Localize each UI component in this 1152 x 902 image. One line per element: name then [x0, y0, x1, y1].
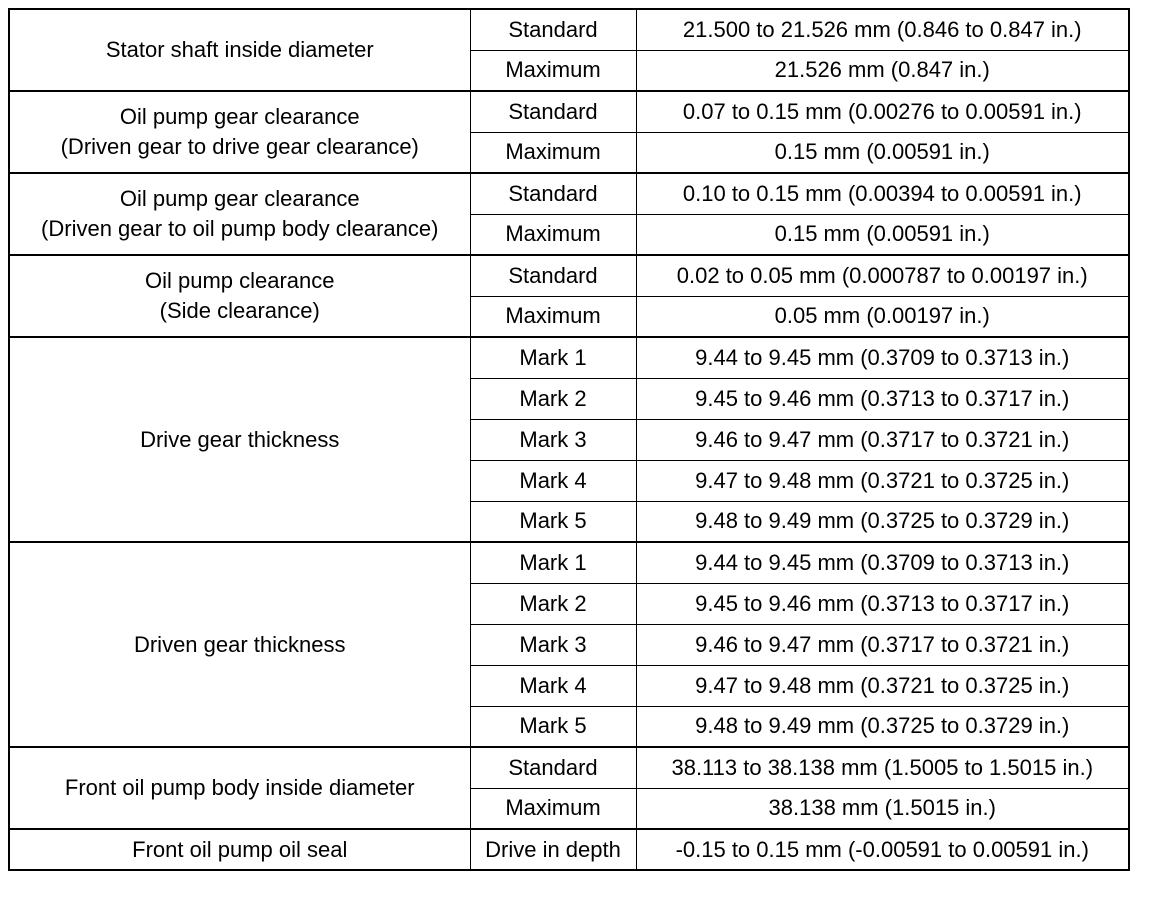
condition-cell: Mark 1: [470, 542, 636, 583]
value-cell: 0.07 to 0.15 mm (0.00276 to 0.00591 in.): [636, 91, 1129, 132]
condition-cell: Maximum: [470, 296, 636, 337]
condition-cell: Maximum: [470, 214, 636, 255]
condition-cell: Mark 5: [470, 501, 636, 542]
item-cell: [9, 91, 470, 173]
value-cell: 9.44 to 9.45 mm (0.3709 to 0.3713 in.): [636, 337, 1129, 378]
condition-cell: Mark 1: [470, 337, 636, 378]
item-label-line: Front oil pump body inside diameter: [64, 775, 415, 800]
value-cell: 9.45 to 9.46 mm (0.3713 to 0.3717 in.): [636, 378, 1129, 419]
item-label-line: Front oil pump oil seal: [132, 836, 348, 862]
condition-cell: Standard: [470, 91, 636, 132]
table-row: [9, 91, 1129, 132]
item-cell: [9, 542, 470, 747]
condition-cell: Mark 3: [470, 419, 636, 460]
item-label-line: (Driven gear to drive gear clearance): [60, 134, 419, 159]
value-cell: 0.02 to 0.05 mm (0.000787 to 0.00197 in.): [636, 255, 1129, 296]
value-cell: 9.48 to 9.49 mm (0.3725 to 0.3729 in.): [636, 501, 1129, 542]
item-cell: [9, 337, 470, 542]
table-row: [9, 829, 1129, 870]
item-cell: [9, 829, 470, 870]
value-cell: 9.44 to 9.45 mm (0.3709 to 0.3713 in.): [636, 542, 1129, 583]
specification-table-body: [9, 9, 1129, 870]
value-cell: 0.15 mm (0.00591 in.): [636, 214, 1129, 255]
table-row: [9, 255, 1129, 296]
table-row: [9, 747, 1129, 788]
value-cell: 21.500 to 21.526 mm (0.846 to 0.847 in.): [636, 9, 1129, 50]
item-label-line: Driven gear thickness: [133, 631, 346, 657]
condition-cell: Maximum: [470, 132, 636, 173]
value-cell: 9.46 to 9.47 mm (0.3717 to 0.3721 in.): [636, 419, 1129, 460]
item-cell: [9, 9, 470, 91]
item-label-line: Stator shaft inside diameter: [105, 37, 374, 62]
condition-cell: Drive in depth: [470, 829, 636, 870]
condition-cell: Maximum: [470, 788, 636, 829]
item-cell: [9, 173, 470, 255]
item-label-line: (Side clearance): [159, 298, 320, 323]
value-cell: 0.15 mm (0.00591 in.): [636, 132, 1129, 173]
value-cell: 38.138 mm (1.5015 in.): [636, 788, 1129, 829]
condition-cell: Mark 3: [470, 624, 636, 665]
item-label-line: Drive gear thickness: [140, 426, 340, 452]
specification-table: [8, 8, 1130, 871]
condition-cell: Mark 4: [470, 665, 636, 706]
value-cell: 0.05 mm (0.00197 in.): [636, 296, 1129, 337]
value-cell: -0.15 to 0.15 mm (-0.00591 to 0.00591 in.): [636, 829, 1129, 870]
value-cell: 9.47 to 9.48 mm (0.3721 to 0.3725 in.): [636, 460, 1129, 501]
condition-cell: Maximum: [470, 50, 636, 91]
condition-cell: Standard: [470, 9, 636, 50]
value-cell: 9.45 to 9.46 mm (0.3713 to 0.3717 in.): [636, 583, 1129, 624]
value-cell: 21.526 mm (0.847 in.): [636, 50, 1129, 91]
item-label-line: Oil pump gear clearance: [119, 186, 360, 211]
condition-cell: Standard: [470, 747, 636, 788]
value-cell: 9.46 to 9.47 mm (0.3717 to 0.3721 in.): [636, 624, 1129, 665]
item-cell: [9, 747, 470, 829]
item-label-line: Oil pump clearance: [144, 268, 335, 293]
item-label-line: (Driven gear to oil pump body clearance): [41, 216, 439, 241]
value-cell: 38.113 to 38.138 mm (1.5005 to 1.5015 in.): [636, 747, 1129, 788]
table-row: [9, 173, 1129, 214]
condition-cell: Mark 2: [470, 378, 636, 419]
value-cell: 9.47 to 9.48 mm (0.3721 to 0.3725 in.): [636, 665, 1129, 706]
table-row: [9, 9, 1129, 50]
value-cell: 9.48 to 9.49 mm (0.3725 to 0.3729 in.): [636, 706, 1129, 747]
item-label-line: Oil pump gear clearance: [119, 104, 360, 129]
condition-cell: Mark 4: [470, 460, 636, 501]
condition-cell: Standard: [470, 255, 636, 296]
item-cell: [9, 255, 470, 337]
table-row: [9, 337, 1129, 378]
condition-cell: Standard: [470, 173, 636, 214]
condition-cell: Mark 2: [470, 583, 636, 624]
value-cell: 0.10 to 0.15 mm (0.00394 to 0.00591 in.): [636, 173, 1129, 214]
table-row: [9, 542, 1129, 583]
condition-cell: Mark 5: [470, 706, 636, 747]
